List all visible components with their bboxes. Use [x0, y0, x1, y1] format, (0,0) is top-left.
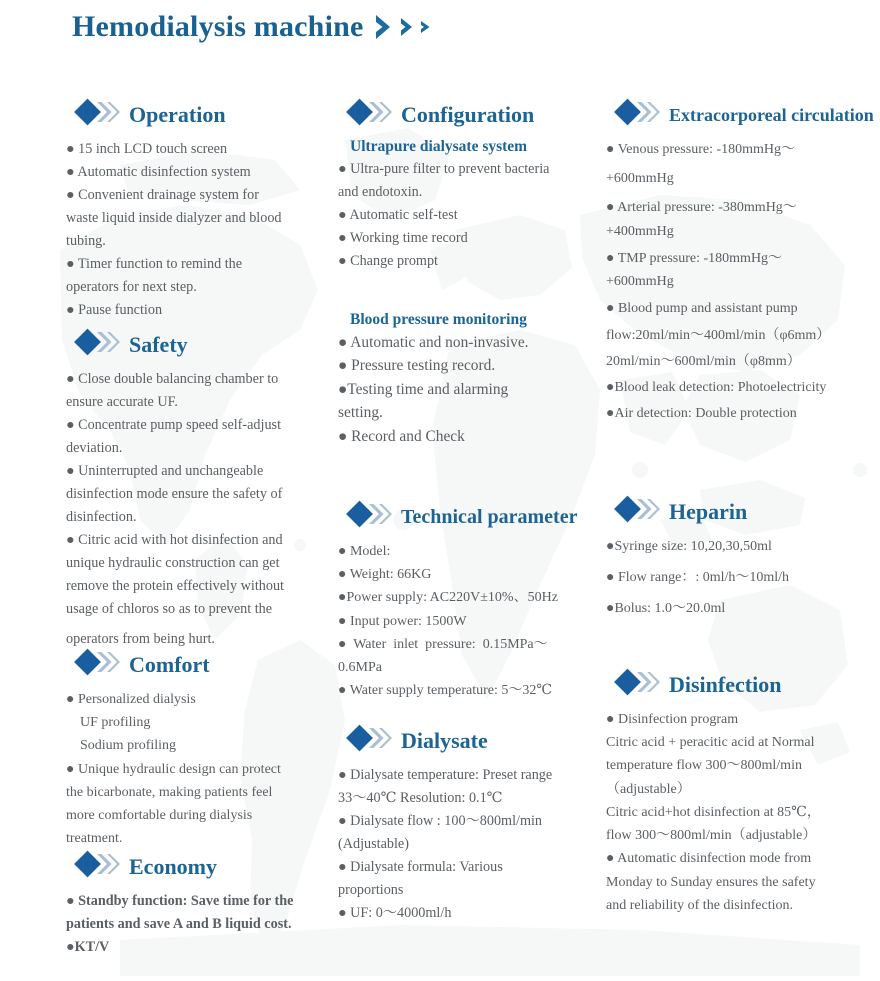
list-item: +600mmHg [606, 274, 674, 290]
list-item: ● Weight: 66KG [338, 567, 432, 583]
list-item: ● Ultra-pure filter to prevent bacteria [338, 161, 550, 177]
page-title-text: Hemodialysis machine [72, 10, 364, 43]
list-item: +600mmHg [606, 171, 674, 187]
section-heading-operation [74, 98, 328, 131]
subheading-blood-pressure-monitoring: Blood pressure monitoring [350, 311, 527, 328]
section-dialysate [338, 724, 600, 925]
section-body-operation [66, 138, 328, 322]
section-heading-disinfection [614, 668, 878, 701]
list-item: ● Pause function [66, 302, 163, 318]
section-operation [66, 98, 328, 322]
list-item: ● Unique hydraulic design can protect [66, 761, 281, 777]
list-item: ● Disinfection program [606, 712, 739, 727]
list-item: UF profiling [66, 715, 151, 731]
list-item: deviation. [66, 440, 123, 456]
list-item: the bicarbonate, making patients feel [66, 784, 273, 800]
section-safety [66, 328, 328, 651]
section-heading-safety [74, 328, 328, 361]
diamond-chevron-icon [74, 648, 120, 681]
list-item: disinfection. [66, 509, 137, 525]
list-item: ● Change prompt [338, 253, 438, 269]
list-item: treatment. [66, 831, 123, 847]
list-item: remove the protein effectively without [66, 578, 284, 594]
list-item: ● Citric acid with hot disinfection and [66, 532, 283, 548]
list-item: ● 15 inch LCD touch screen [66, 141, 228, 157]
section-heading-comfort [74, 648, 328, 681]
list-item: Citric acid+hot disinfection at 85℃， [606, 804, 821, 820]
section-title: Operation [129, 101, 226, 127]
list-item: ●Bolus: 1.0～20.0ml [606, 601, 726, 617]
list-item: ● Automatic disinfection mode from [606, 851, 812, 867]
section-title: Economy [129, 853, 217, 879]
diamond-chevron-icon [346, 724, 392, 757]
section-body-extracorporeal-circulation [606, 138, 878, 426]
section-body-economy [66, 890, 328, 959]
list-item: 33～40℃ Resolution: 0.1℃ [338, 790, 503, 806]
list-item: ● Automatic disinfection system [66, 164, 251, 180]
section-body-technical-parameter [338, 540, 600, 703]
list-item: ● Model: [338, 544, 391, 559]
list-item: ● Close double balancing chamber to [66, 371, 279, 387]
diamond-chevron-icon [346, 500, 392, 533]
section-blood-pressure-monitoring [338, 311, 600, 448]
list-item: more comfortable during dialysis [66, 808, 253, 824]
list-item: patients and save A and B liquid cost. [66, 916, 292, 932]
list-item: ● Venous pressure: -180mmHg～ [606, 142, 796, 157]
section-configuration [338, 98, 600, 273]
section-heading-configuration [346, 98, 600, 131]
list-item: usage of chloros so as to prevent the [66, 601, 273, 617]
list-item: setting. [338, 404, 383, 422]
section-title: Safety [129, 331, 188, 357]
diamond-chevron-icon [614, 495, 660, 528]
section-body-disinfection [606, 708, 878, 917]
diamond-chevron-icon [74, 328, 120, 361]
list-item: and reliability of the disinfection. [606, 897, 794, 913]
list-item: ● Dialysate formula: Various [338, 859, 503, 875]
section-heading-dialysate [346, 724, 600, 757]
list-item: ●Blood leak detection: Photoelectricity [606, 380, 827, 396]
list-item: 0.6MPa [338, 660, 382, 676]
list-item: ● Water supply temperature: 5～32℃ [338, 683, 553, 699]
section-heparin [606, 495, 878, 621]
section-body-configuration [338, 158, 600, 273]
section-title: Disinfection [669, 671, 782, 697]
list-item: disinfection mode ensure the safety of [66, 486, 283, 502]
section-body-safety [66, 368, 328, 651]
section-body-dialysate [338, 764, 600, 925]
list-item: tubing. [66, 233, 106, 249]
list-item: Monday to Sunday ensures the safety [606, 874, 816, 890]
diamond-chevron-icon [614, 98, 660, 131]
diamond-chevron-icon [346, 98, 392, 131]
list-item: ●KT/V [66, 939, 110, 955]
diamond-chevron-icon [74, 850, 120, 883]
list-item: 20ml/min～600ml/min（φ8mm） [606, 353, 801, 369]
list-item: and endotoxin. [338, 184, 423, 200]
list-item: ● TMP pressure: -180mmHg～ [606, 250, 783, 266]
list-item: ●Power supply: AC220V±10%、50Hz [338, 590, 558, 606]
list-item: ● Automatic self-test [338, 207, 458, 223]
list-item: unique hydraulic construction can get [66, 555, 280, 571]
list-item: proportions [338, 882, 404, 898]
list-item: ● Timer function to remind the [66, 256, 243, 272]
list-item: ● Pressure testing record. [338, 357, 496, 375]
list-item: ● Automatic and non-invasive. [338, 334, 529, 351]
section-heading-extracorporeal-circulation [614, 98, 878, 131]
list-item: ● Dialysate flow : 100～800ml/min [338, 813, 543, 829]
section-economy [66, 850, 328, 959]
list-item: Sodium profiling [66, 738, 177, 754]
list-item: ● Record and Check [338, 427, 465, 445]
section-heading-economy [74, 850, 328, 883]
section-extracorporeal-circulation [606, 98, 878, 426]
list-item: +400mmHg [606, 223, 674, 239]
section-title: Heparin [669, 498, 748, 524]
diamond-chevron-icon [614, 668, 660, 701]
section-disinfection [606, 668, 878, 917]
section-title: Dialysate [401, 727, 488, 753]
diamond-chevron-icon [74, 98, 120, 131]
list-item: ● Standby function: Save time for the [66, 893, 294, 909]
list-item: ● Concentrate pump speed self-adjust [66, 417, 282, 433]
section-body-comfort [66, 688, 328, 851]
list-item: ● Water inlet pressure: 0.15MPa～ [338, 636, 548, 652]
list-item: ●Syringe size: 10,20,30,50ml [606, 539, 772, 554]
list-item: ensure accurate UF. [66, 394, 178, 410]
list-item: ● Working time record [338, 230, 468, 246]
section-body-heparin [606, 535, 878, 621]
section-technical-parameter [338, 500, 600, 703]
list-item: flow:20ml/min～400ml/min（φ6mm） [606, 327, 831, 343]
list-item: ● Uninterrupted and unchangeable [66, 463, 264, 479]
list-item: ● Personalized dialysis [66, 692, 196, 707]
list-item: ● Blood pump and assistant pump [606, 301, 798, 317]
page-title [72, 12, 434, 42]
list-item: operators from being hurt. [66, 631, 215, 647]
list-item: temperature flow 300～800ml/min [606, 758, 802, 774]
list-item: waste liquid inside dialyzer and blood [66, 210, 282, 226]
section-title: Comfort [129, 651, 210, 677]
list-item: (Adjustable) [338, 836, 409, 852]
section-title: Extracorporeal circulation [669, 104, 874, 125]
triple-chevron-right-icon [374, 12, 434, 42]
section-title: Technical parameter [401, 505, 578, 528]
list-item: ● Flow range：: 0ml/h～10ml/h [606, 570, 790, 586]
list-item: ● Input power: 1500W [338, 613, 467, 629]
list-item: flow 300～800ml/min（adjustable） [606, 828, 817, 844]
subheading-ultrapure-dialysate-system: Ultrapure dialysate system [350, 138, 528, 155]
list-item: （adjustable） [606, 781, 691, 797]
section-heading-heparin [614, 495, 878, 528]
list-item: operators for next step. [66, 279, 197, 295]
list-item: ● Convenient drainage system for [66, 187, 259, 203]
list-item: ● Dialysate temperature: Preset range [338, 767, 553, 783]
list-item: ● Arterial pressure: -380mmHg～ [606, 200, 797, 216]
list-item: Citric acid + peracitic acid at Normal [606, 735, 815, 751]
section-body-blood-pressure-monitoring [338, 331, 600, 448]
section-title: Configuration [401, 101, 535, 127]
list-item: ● UF: 0～4000ml/h [338, 905, 452, 921]
list-item: ●Testing time and alarming [338, 380, 509, 398]
list-item: ●Air detection: Double protection [606, 406, 797, 422]
section-heading-technical-parameter [346, 500, 600, 533]
section-comfort [66, 648, 328, 851]
